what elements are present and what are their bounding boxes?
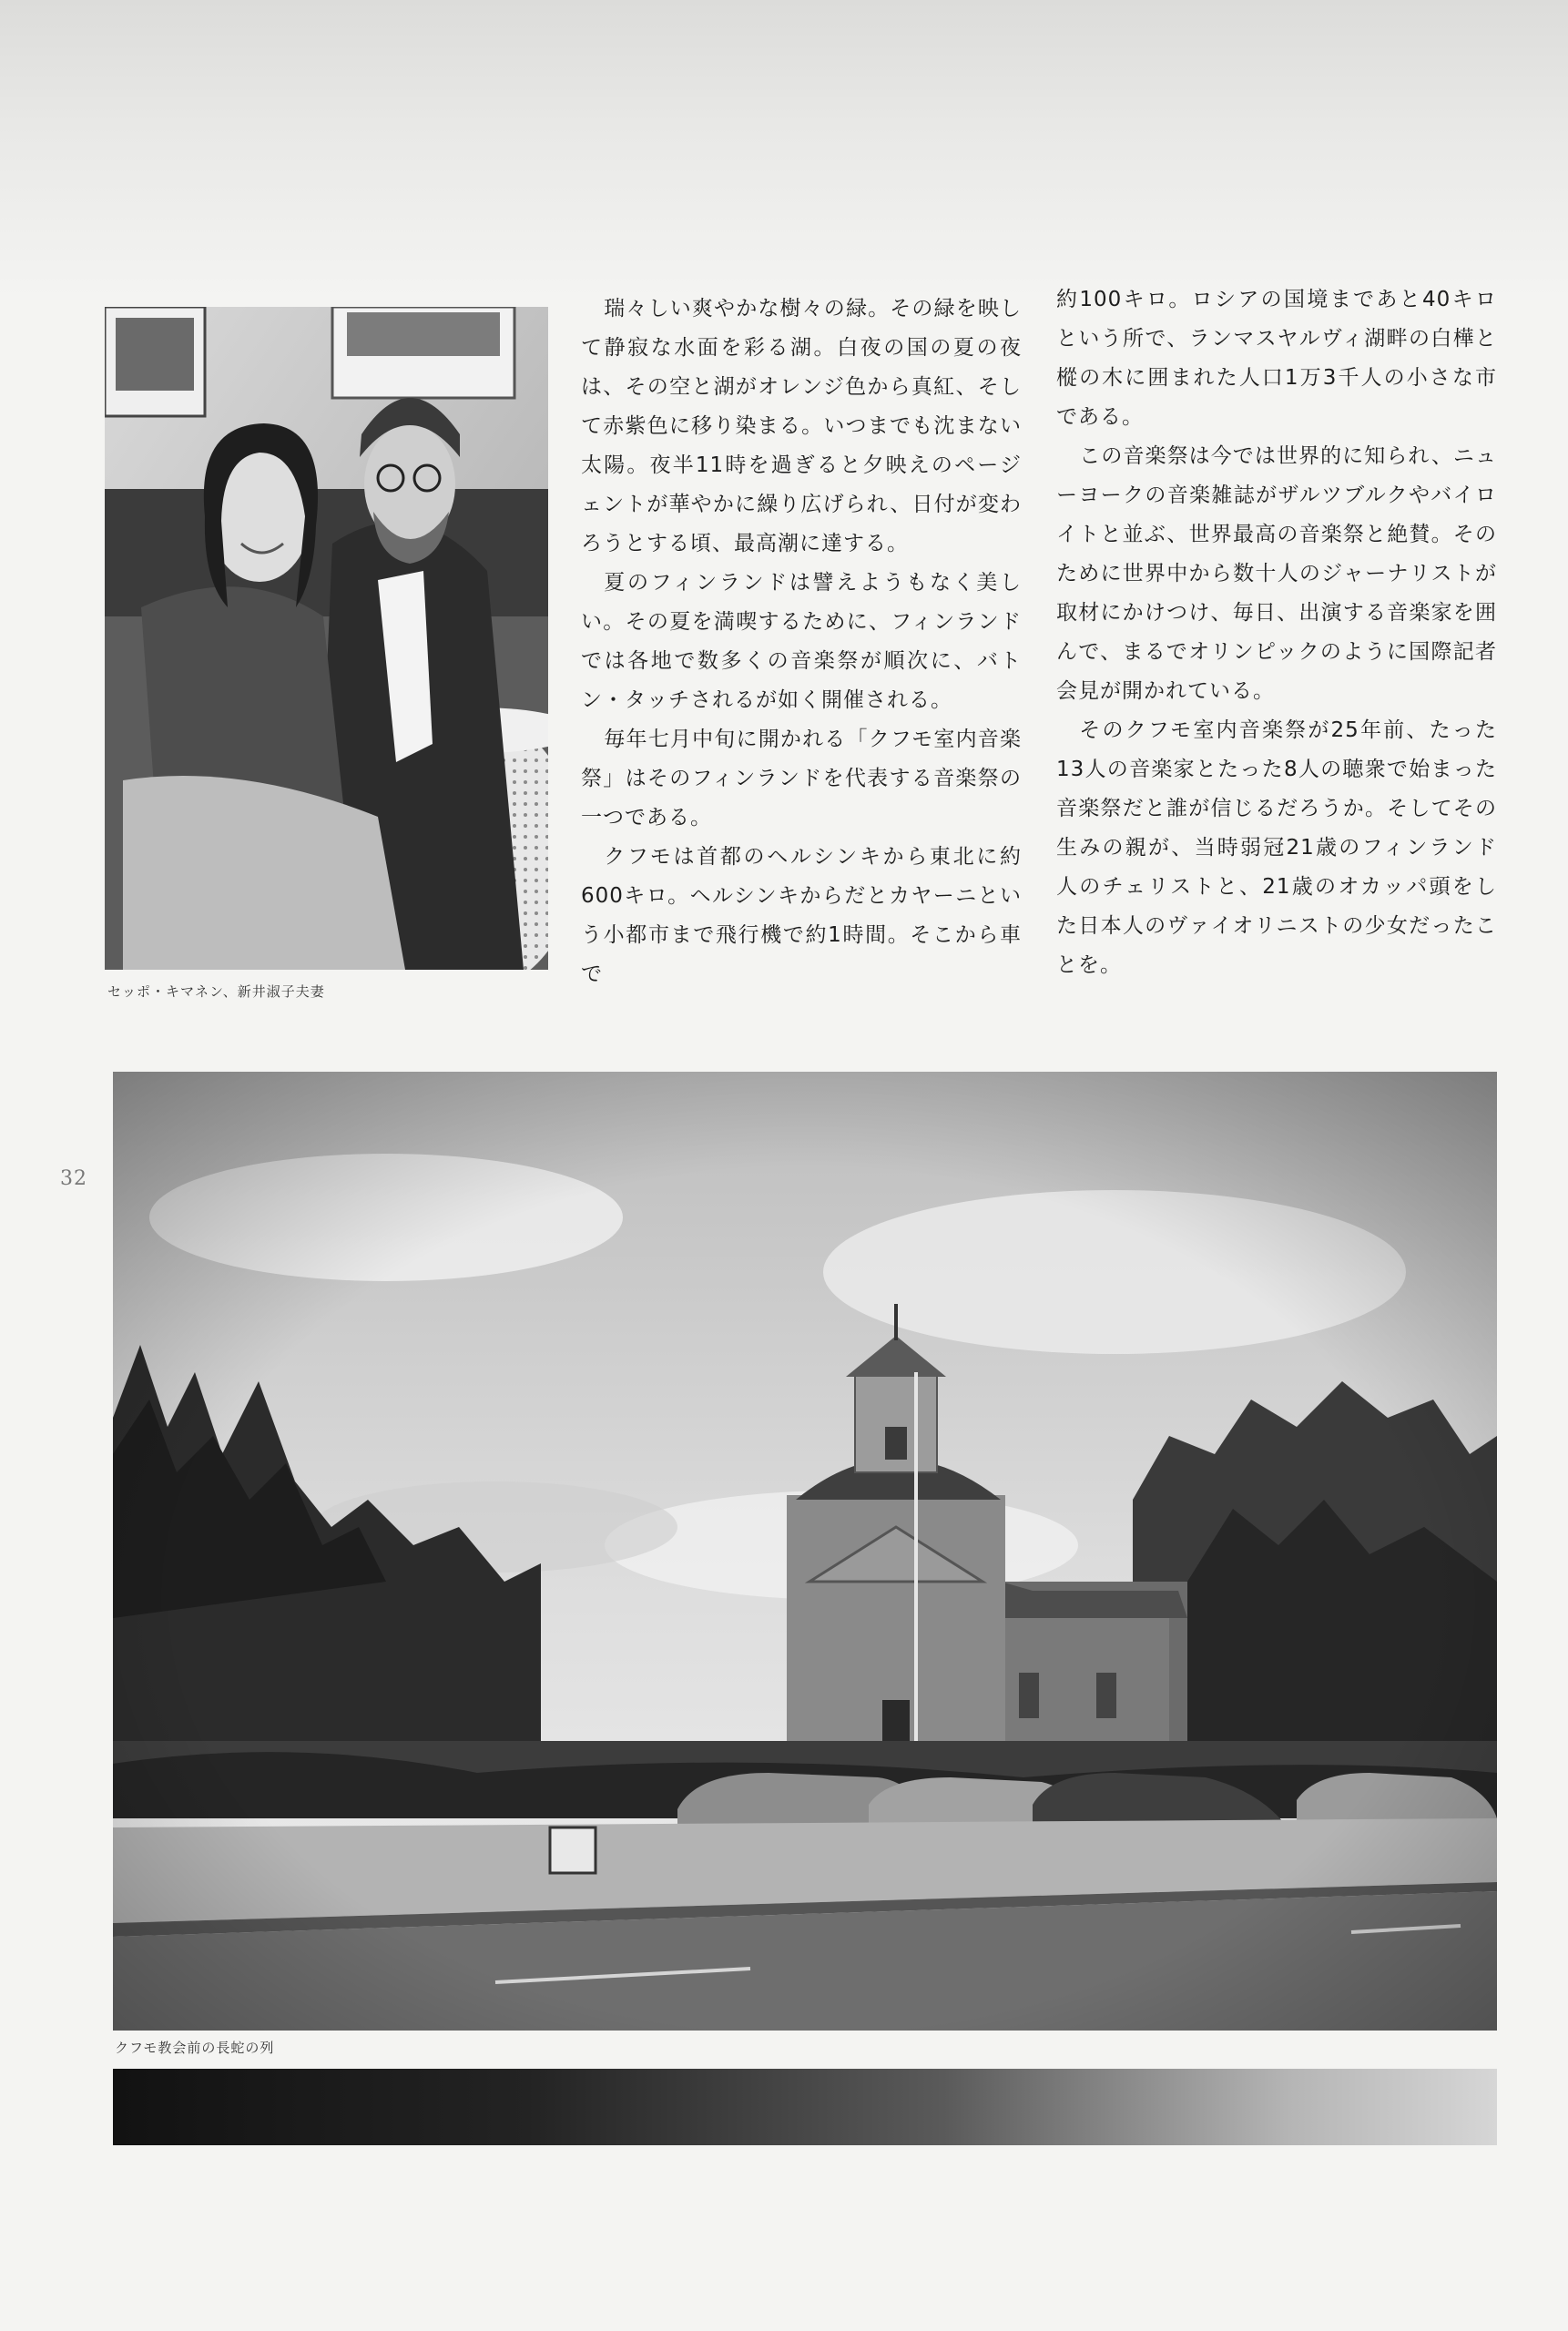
paragraph: そのクフモ室内音楽祭が25年前、たった13人の音楽家とたった8人の聴衆で始まった音楽祭だと誰が信じるだろうか。そしてその生みの親が、当時弱冠21歳のフィンランド人のチェリストと、21歳のオカッパ頭をした日本人のヴァイオリニストの少女だったことを。 xyxy=(1056,718,1497,977)
paragraph: 毎年七月中旬に開かれる「クフモ室内音楽祭」はそのフィンランドを代表する音楽祭の一つである。 xyxy=(581,728,1022,830)
paragraph: この音楽祭は今では世界的に知られ、ニューヨークの音楽雑誌がザルツブルクやバイロイトと並ぶ、世界最高の音楽祭と絶賛。そのために世界中から数十人のジャーナリストが取材にかけつけ、毎日、出演する音楽家を囲んで、まるでオリンピックのように国際記者会見が開かれている。 xyxy=(1056,444,1497,703)
article-column-2 xyxy=(1056,280,1497,985)
paragraph-continuation: 約100キロ。ロシアの国境まであと40キロという所で、ランマスヤルヴィ湖畔の白樺と樅の木に囲まれた人口1万3千人の小さな市である。 xyxy=(1056,288,1497,429)
portrait-caption: セッポ・キマネン、新井淑子夫妻 xyxy=(107,983,325,1000)
page-top-shade xyxy=(0,0,1568,300)
article-column-1 xyxy=(581,290,1022,994)
paragraph: 瑞々しい爽やかな樹々の緑。その緑を映して静寂な水面を彩る湖。白夜の国の夏の夜は、その空と湖がオレンジ色から真紅、そして赤紫色に移り染まる。いつまでも沈まない太陽。夜半11時を過ぎると夕映えのページェントが華やかに繰り広げられ、日付が変わろうとする頃、最高潮に達する。 xyxy=(581,297,1022,555)
paragraph: 夏のフィンランドは譬えようもなく美しい。その夏を満喫するために、フィンランドでは各地で数多くの音楽祭が順次に、バトン・タッチされるが如く開催される。 xyxy=(581,571,1022,712)
portrait-photo xyxy=(105,307,548,970)
church-caption: クフモ教会前の長蛇の列 xyxy=(115,2040,275,2056)
church-photo xyxy=(113,1072,1497,2031)
page-number: 32 xyxy=(60,1167,87,1190)
paragraph: クフモは首都のヘルシンキから東北に約600キロ。ヘルシンキからだとカヤーニという小都市まで飛行機で約1時間。そこから車で xyxy=(581,845,1022,986)
decorative-gradient-bar xyxy=(113,2069,1497,2145)
